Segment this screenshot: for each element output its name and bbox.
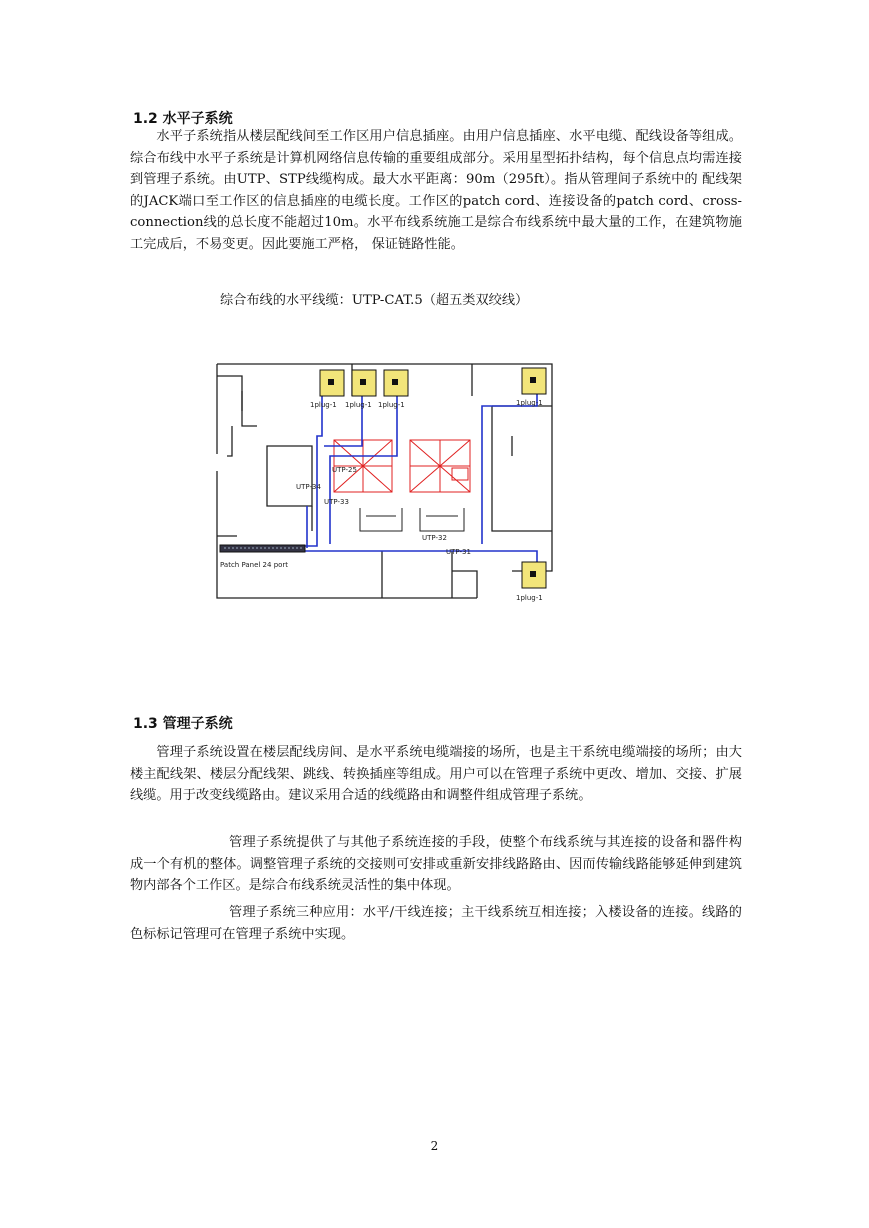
outlet-3 [384, 370, 408, 396]
plug-label-5: 1plug-1 [516, 594, 543, 602]
horizontal-cabling-floor-plan [212, 356, 560, 606]
patch-panel [220, 545, 305, 552]
cable-label-utp-34: UTP-34 [296, 483, 321, 491]
horizontal-subsystem-paragraph: 水平子系统指从楼层配线间至工作区用户信息插座。由用户信息插座、水平电缆、配线设备等组成。综合布线中水平子系统是计算机网络信息传输的重要组成部分。采用星型拓扑结构，每个信息点均需连接到管理子系统。由UTP、STP线缆构成。最大水平距离：90m（295ft）。指从管理间子系统中的 配线架的JACK端口至工作区的信息插座的电缆长度。工作区的patch cord、连接设备的patch cord、cross-connection线的总长度不能超过10m。水平布线系统施工是综合布线系统中最大量的工作，在建筑物施工完成后，不易变更。因此要施工严格， 保证链路性能。 [130, 129, 742, 252]
management-paragraph-2: 管理子系统提供了与其他子系统连接的手段，使整个布线系统与其连接的设备和器件构成一个有机的整体。调整管理子系统的交接则可安排或重新安排线路路由、因而传输线路能够延伸到建筑物内部各个工作区。是综合布线系统灵活性的集中体现。 [130, 835, 742, 894]
plug-label-1: 1plug-1 [310, 401, 337, 409]
cable-label-utp-32: UTP-32 [422, 534, 447, 542]
outlet-2 [352, 370, 376, 396]
outlet-1 [320, 370, 344, 396]
section-heading-horizontal-subsystem: 1.2 水平子系统 [133, 111, 233, 127]
plug-label-3: 1plug-1 [378, 401, 405, 409]
cable-label-utp-33: UTP-33 [324, 498, 349, 506]
management-paragraph-1: 管理子系统设置在楼层配线房间、是水平系统电缆端接的场所，也是主干系统电缆端接的场所；由大楼主配线架、楼层分配线架、跳线、转换插座等组成。用户可以在管理子系统中更改、增加、交接、扩展线缆。用于改变线缆路由。建议采用合适的线缆路由和调整件组成管理子系统。 [130, 745, 742, 804]
floor-plan-drawing [212, 356, 560, 606]
plug-label-2: 1plug-1 [345, 401, 372, 409]
patch-panel-label: Patch Panel 24 port [220, 561, 289, 569]
management-paragraph-3: 管理子系统三种应用：水平/干线连接；主干线系统互相连接；入楼设备的连接。线路的色标标记管理可在管理子系统中实现。 [130, 905, 742, 942]
figure-caption: 综合布线的水平线缆：UTP-CAT.5（超五类双绞线） [220, 293, 529, 308]
outlet-4 [522, 368, 546, 394]
outlet-5 [522, 562, 546, 588]
cable-label-utp-25: UTP-25 [332, 466, 357, 474]
plug-label-4: 1plug-1 [516, 399, 543, 407]
section-heading-management-subsystem: 1.3 管理子系统 [133, 716, 233, 732]
page-number: 2 [430, 1139, 439, 1153]
desks [360, 508, 464, 531]
cable-label-utp-31: UTP-31 [446, 548, 471, 556]
